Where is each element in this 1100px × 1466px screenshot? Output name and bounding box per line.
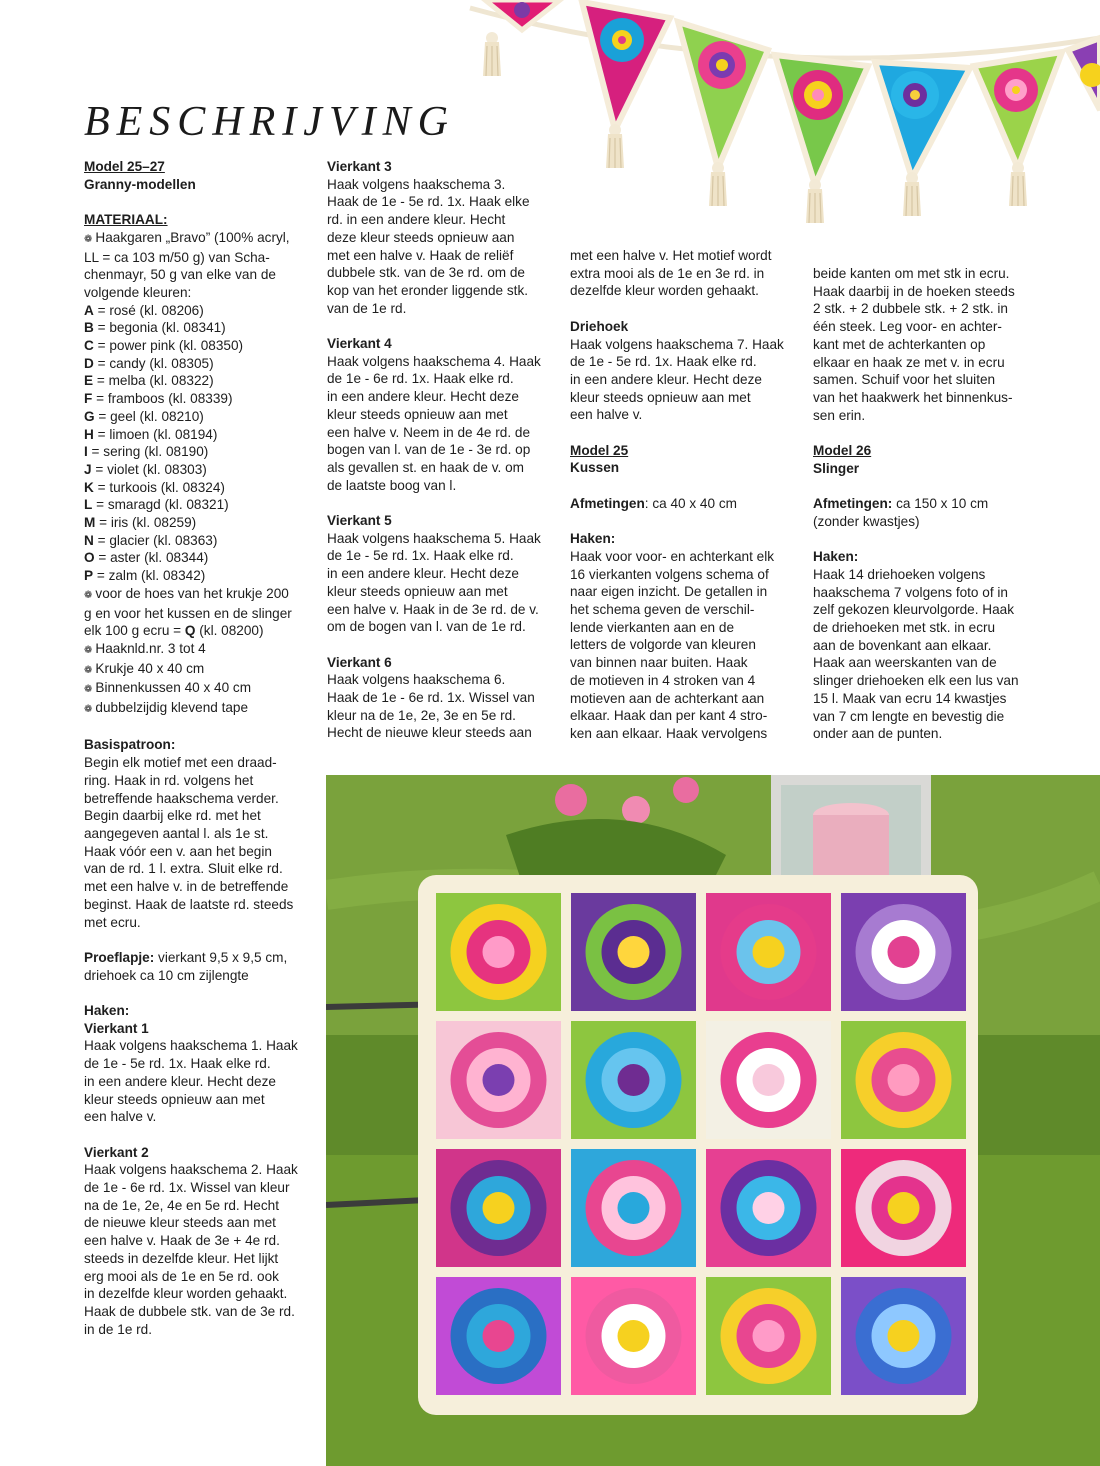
text-line: beide kanten om met stk in ecru. xyxy=(813,266,1010,281)
column-4 xyxy=(813,265,1045,743)
granny-square-ring xyxy=(753,1064,785,1096)
color-item: G = geel (kl. 08210) xyxy=(84,408,204,424)
material-item: ❁ Krukje 40 x 40 cm xyxy=(84,660,205,676)
color-item: N = glacier (kl. 08363) xyxy=(84,532,218,548)
afmetingen-note: (zonder kwastjes) xyxy=(813,513,920,529)
vierkant-3-text xyxy=(327,176,559,318)
extras-list xyxy=(84,640,316,719)
granny-square-ring xyxy=(483,1064,515,1096)
text-line: steeds in dezelfde kleur. Het lijkt xyxy=(84,1250,279,1266)
color-item: M = iris (kl. 08259) xyxy=(84,515,197,531)
ecru-line: g en voor het kussen en de slinger xyxy=(84,605,292,621)
text-line: de 1e - 5e rd. 1x. Haak elke rd. xyxy=(327,548,514,564)
text-line: Hecht de nieuwe kleur steeds aan xyxy=(327,725,532,741)
text-line: kant met de achterkanten op xyxy=(813,336,986,352)
text-line: aangegeven aantal l. als 1e st. xyxy=(84,825,269,841)
color-item: P = zalm (kl. 08342) xyxy=(84,568,206,584)
color-item: B = begonia (kl. 08341) xyxy=(84,320,226,336)
text-line: in een andere kleur. Hecht deze xyxy=(327,566,519,582)
text-line: ring. Haak in rd. volgens het xyxy=(84,772,254,788)
text-line: na de 1e, 2e, 4e en 5e rd. Hecht xyxy=(84,1197,279,1213)
text-line: Haak 14 driehoeken volgens xyxy=(813,566,986,582)
vierkant-3-heading: Vierkant 3 xyxy=(327,159,392,174)
haken-text xyxy=(813,566,1045,743)
text-line: Begin elk motief met een draad- xyxy=(84,755,277,771)
model-25-name: Kussen xyxy=(570,460,620,476)
text-line: zelf gekozen kleurvolgorde. Haak xyxy=(813,602,1014,618)
flower-bullet-icon: ❁ xyxy=(84,704,93,716)
text-line: een halve v. xyxy=(84,1109,157,1125)
text-line: een halve v. Haak de 3e + 4e rd. xyxy=(84,1233,280,1249)
text-line: onder aan de punten. xyxy=(813,726,943,742)
text-line: kleur steeds opnieuw aan met xyxy=(570,389,751,405)
model-26-name: Slinger xyxy=(813,460,860,476)
text-line: de nieuwe kleur steeds aan met xyxy=(84,1215,276,1231)
basis-text xyxy=(84,754,316,931)
haken-text xyxy=(570,548,802,743)
text-line: met een halve v. Haak de reliëf xyxy=(327,247,514,263)
text-line: een halve v. Haak in de 3e rd. de v. xyxy=(327,601,539,617)
vierkant-4-text xyxy=(327,353,559,495)
text-line: bogen van l. van de 1e - 3e rd. op xyxy=(327,442,531,458)
text-line: erg mooi als de 1e en 5e rd. ook xyxy=(84,1268,279,1284)
model-subtitle: Granny-modellen xyxy=(84,176,196,192)
flower-bullet-icon: ❁ xyxy=(84,684,93,696)
text-line: beginst. Haak de laatste rd. steeds xyxy=(84,896,294,912)
text-line: om de bogen van l. van de 1e rd. xyxy=(327,619,526,635)
cushion-photo xyxy=(326,775,1100,1466)
text-line: van 7 cm lengte en bevestig die xyxy=(813,708,1005,724)
flower-bullet-icon: ❁ xyxy=(84,644,93,656)
text-line: het schema geven de verschil- xyxy=(570,602,755,617)
text-line: Haak volgens haakschema 6. xyxy=(327,672,506,688)
color-item: J = violet (kl. 08303) xyxy=(84,461,207,477)
text-line: samen. Schuif voor het sluiten xyxy=(813,372,996,388)
text-line: Haak daarbij in de hoeken steeds xyxy=(813,283,1015,299)
flower-bullet-icon: ❁ xyxy=(84,664,93,676)
text-line: dezelfde kleur worden gehaakt. xyxy=(570,283,759,299)
material-item: ❁ Binnenkussen 40 x 40 cm xyxy=(84,680,252,696)
column-2 xyxy=(327,158,559,742)
yarn-line: ❁ Haakgaren „Bravo” (100% acryl, xyxy=(84,229,290,245)
text-line: 15 l. Maak van ecru 14 kwastjes xyxy=(813,690,1007,706)
text-line: met een halve v. Het motief wordt xyxy=(570,248,772,263)
text-line: de laatste boog van l. xyxy=(327,477,457,493)
color-item: I = sering (kl. 08190) xyxy=(84,444,209,460)
text-line: Haak volgens haakschema 2. Haak xyxy=(84,1162,298,1178)
text-line: Haak volgens haakschema 5. Haak xyxy=(327,530,541,546)
text-line: aan de bovenkant aan elkaar. xyxy=(813,637,992,653)
text-line: met een halve v. in de betreffende xyxy=(84,879,289,895)
text-line: in een andere kleur. Hecht deze xyxy=(84,1073,276,1089)
granny-square-ring xyxy=(483,1320,515,1352)
flower-bullet-icon: ❁ xyxy=(84,233,93,245)
text-line: van de 1e rd. xyxy=(327,300,407,316)
model-25-heading: Model 25 xyxy=(570,442,629,458)
vierkant-6-continued xyxy=(570,247,802,300)
granny-square-ring xyxy=(483,936,515,968)
text-line: de 1e - 6e rd. 1x. Wissel van kleur xyxy=(84,1180,290,1195)
haken-heading: Haken: xyxy=(813,549,859,565)
text-line: kleur steeds opnieuw aan met xyxy=(327,583,508,599)
vierkant-5-text xyxy=(327,530,559,636)
text-line: Haak aan weerskanten van de xyxy=(813,655,997,671)
text-line: 2 stk. + 2 dubbele stk. + 2 stk. in xyxy=(813,301,1008,317)
granny-square-ring xyxy=(618,1192,650,1224)
text-line: een halve v. xyxy=(570,407,643,423)
yarn-line: volgende kleuren: xyxy=(84,284,192,300)
color-item: F = framboos (kl. 08339) xyxy=(84,391,233,407)
text-line: 16 vierkanten volgens schema of xyxy=(570,566,769,582)
text-line: van het haakwerk het binnenkus- xyxy=(813,389,1013,405)
ecru-line: ❁ voor de hoes van het krukje 200 xyxy=(84,585,289,601)
haken-heading: Haken: xyxy=(84,1002,130,1018)
text-line: van binnen naar buiten. Haak xyxy=(570,655,748,671)
granny-square-ring xyxy=(888,1320,920,1352)
text-line: in de 1e rd. xyxy=(84,1321,153,1337)
text-line: Begin daarbij elke rd. met het xyxy=(84,808,261,824)
granny-square-ring xyxy=(888,1064,920,1096)
color-item: D = candy (kl. 08305) xyxy=(84,355,214,371)
vierkant-1-heading: Vierkant 1 xyxy=(84,1020,149,1036)
model-25-continued xyxy=(813,265,1045,424)
granny-square-ring xyxy=(888,936,920,968)
model-heading: Model 25–27 xyxy=(84,159,165,174)
granny-square-ring xyxy=(753,936,785,968)
color-list xyxy=(84,302,316,585)
text-line: Haak volgens haakschema 7. Haak xyxy=(570,336,784,352)
text-line: één steek. Leg voor- en achter- xyxy=(813,319,1002,335)
basis-heading: Basispatroon: xyxy=(84,737,176,753)
page-title: BESCHRIJVING xyxy=(84,99,455,145)
text-line: met ecru. xyxy=(84,914,141,930)
text-line: ken aan elkaar. Haak vervolgens xyxy=(570,725,768,741)
materiaal-heading: MATERIAAL: xyxy=(84,212,168,228)
text-line: Haak volgens haakschema 3. xyxy=(327,176,506,192)
material-item: ❁ dubbelzijdig klevend tape xyxy=(84,700,249,716)
column-3 xyxy=(570,247,802,743)
vierkant-2-heading: Vierkant 2 xyxy=(84,1144,149,1160)
granny-square-ring xyxy=(618,936,650,968)
text-line: betreffende haakschema verder. xyxy=(84,790,279,806)
text-line: van de rd. 1 l. extra. Sluit elke rd. xyxy=(84,861,283,877)
text-line: letters de volgorde van kleuren xyxy=(570,637,756,653)
color-item: C = power pink (kl. 08350) xyxy=(84,338,244,354)
proef-line: Proeflapje: vierkant 9,5 x 9,5 cm, xyxy=(84,949,288,965)
flower-bullet-icon: ❁ xyxy=(84,589,93,601)
driehoek-heading: Driehoek xyxy=(570,318,629,334)
text-line: Haak volgens haakschema 1. Haak xyxy=(84,1038,298,1054)
text-line: elkaar en haak ze met v. in ecru xyxy=(813,354,1005,370)
color-item: A = rosé (kl. 08206) xyxy=(84,302,204,318)
vierkant-2-text xyxy=(84,1161,316,1338)
yarn-line: LL = ca 103 m/50 g) van Scha- xyxy=(84,249,270,265)
text-line: als gevallen st. en haak de v. om xyxy=(327,459,524,475)
text-line: kleur steeds opnieuw aan met xyxy=(84,1091,265,1107)
text-line: lende vierkanten aan en de xyxy=(570,619,735,635)
vierkant-1-text xyxy=(84,1037,316,1126)
text-line: Haak volgens haakschema 4. Haak xyxy=(327,353,541,369)
text-line: kop van het eronder liggende stk. xyxy=(327,282,529,298)
text-line: extra mooi als de 1e en 3e rd. in xyxy=(570,265,765,281)
text-line: in een andere kleur. Hecht deze xyxy=(327,389,519,405)
driehoek-text xyxy=(570,336,802,425)
color-item: E = melba (kl. 08322) xyxy=(84,373,214,389)
color-item: H = limoen (kl. 08194) xyxy=(84,426,218,442)
proef-line: driehoek ca 10 cm zijlengte xyxy=(84,967,249,983)
granny-square-ring xyxy=(618,1064,650,1096)
granny-square-ring xyxy=(888,1192,920,1224)
ecru-line: elk 100 g ecru = Q (kl. 08200) xyxy=(84,623,264,639)
afmetingen-line: Afmetingen: ca 150 x 10 cm xyxy=(813,496,989,512)
yarn-line: chenmayr, 50 g van elke van de xyxy=(84,267,276,283)
text-line: sen erin. xyxy=(813,407,866,423)
text-line: de motieven in 4 stroken van 4 xyxy=(570,672,756,688)
text-line: in een andere kleur. Hecht deze xyxy=(570,371,762,387)
vierkant-6-text xyxy=(327,671,559,742)
material-item: ❁ Haaknld.nr. 3 tot 4 xyxy=(84,640,206,656)
granny-square-ring xyxy=(753,1320,785,1352)
text-line: dubbele stk. van de 3e rd. om de xyxy=(327,265,525,281)
afmetingen-line: Afmetingen: ca 40 x 40 cm xyxy=(570,495,737,511)
text-line: Haak voor voor- en achterkant elk xyxy=(570,548,775,564)
text-line: de 1e - 5e rd. 1x. Haak elke rd. xyxy=(84,1056,271,1072)
text-line: Haak de dubbele stk. van de 3e rd. xyxy=(84,1303,295,1319)
text-line: de 1e - 5e rd. 1x. Haak elke rd. xyxy=(570,354,757,370)
text-line: haakschema 7 volgens foto of in xyxy=(813,584,1008,600)
color-item: L = smaragd (kl. 08321) xyxy=(84,497,229,513)
haken-heading: Haken: xyxy=(570,531,616,547)
column-1 xyxy=(84,158,316,1338)
text-line: Haak de 1e - 6e rd. 1x. Wissel van xyxy=(327,690,535,706)
text-line: een halve v. Neem in de 4e rd. de xyxy=(327,424,531,440)
text-line: naar eigen inzicht. De getallen in xyxy=(570,584,768,600)
text-line: rd. in een andere kleur. Hecht xyxy=(327,212,506,228)
color-item: O = aster (kl. 08344) xyxy=(84,550,209,566)
text-line: Haak de 1e - 5e rd. 1x. Haak elke xyxy=(327,194,530,210)
vierkant-4-heading: Vierkant 4 xyxy=(327,336,392,352)
granny-square-ring xyxy=(618,1320,650,1352)
text-line: elkaar. Haak dan per kant 4 stro- xyxy=(570,708,768,724)
text-line: deze kleur steeds opnieuw aan xyxy=(327,229,515,245)
granny-square-ring xyxy=(753,1192,785,1224)
text-line: Haak vóór een v. aan het begin xyxy=(84,843,272,859)
text-line: de 1e - 6e rd. 1x. Haak elke rd. xyxy=(327,371,514,387)
text-line: de driehoeken met stk. in ecru xyxy=(813,620,996,636)
text-line: in dezelfde kleur worden gehaakt. xyxy=(84,1286,288,1302)
vierkant-5-heading: Vierkant 5 xyxy=(327,513,392,529)
granny-square-ring xyxy=(483,1192,515,1224)
text-line: slinger driehoeken elk een lus van xyxy=(813,673,1019,689)
text-line: kleur steeds opnieuw aan met xyxy=(327,406,508,422)
text-line: motieven aan de achterkant aan xyxy=(570,690,765,706)
text-line: kleur na de 1e, 2e, 3e en 5e rd. xyxy=(327,707,516,723)
model-26-heading: Model 26 xyxy=(813,443,872,459)
vierkant-6-heading: Vierkant 6 xyxy=(327,654,392,670)
color-item: K = turkoois (kl. 08324) xyxy=(84,479,225,495)
